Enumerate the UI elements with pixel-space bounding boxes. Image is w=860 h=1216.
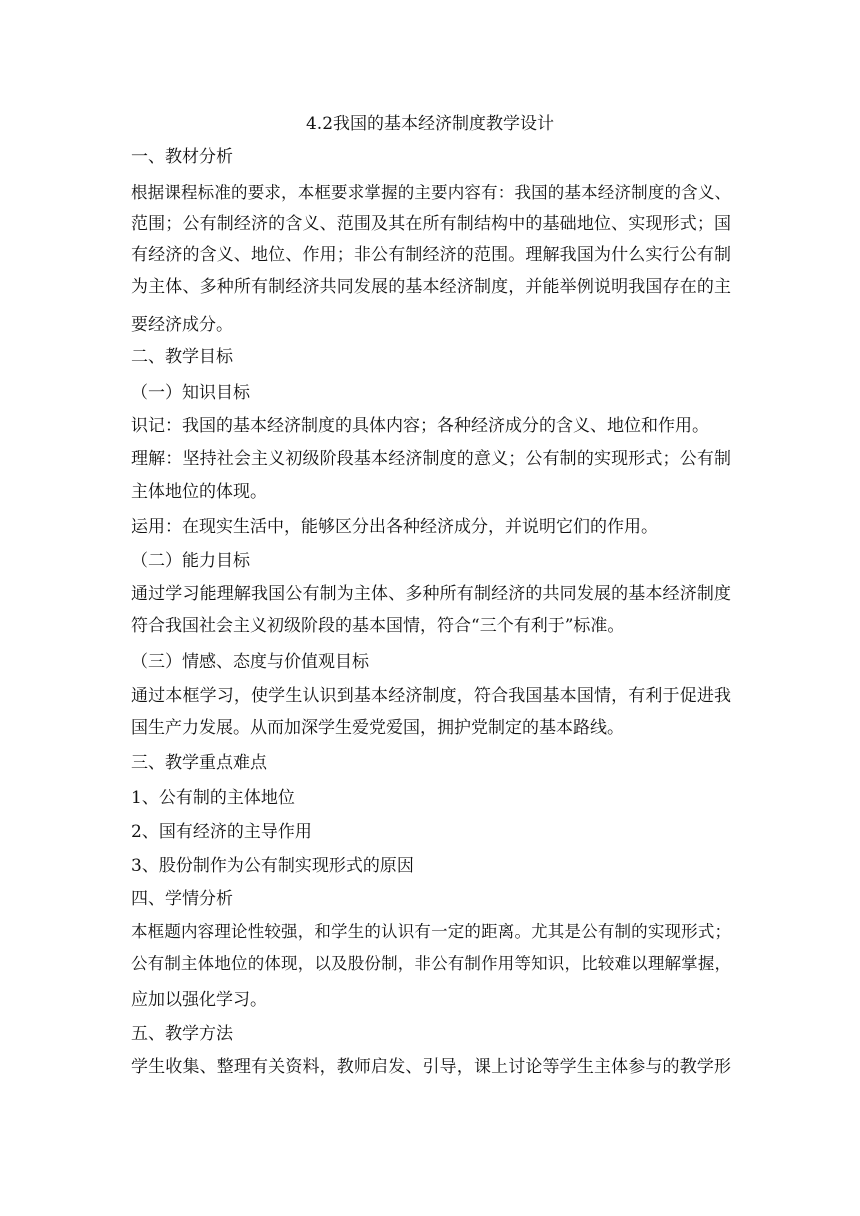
list-item: 2、国有经济的主导作用 (131, 822, 312, 842)
paragraph-line: 范围；公有制经济的含义、范围及其在所有制结构中的基础地位、实现形式；国 (131, 214, 731, 234)
paragraph-line: 公有制主体地位的体现，以及股份制，非公有制作用等知识，比较难以理解掌握， (131, 954, 731, 973)
paragraph-line: 运用：在现实生活中，能够区分出各种经济成分，并说明它们的作用。 (131, 517, 658, 537)
paragraph-line: 本框题内容理论性较强，和学生的认识有一定的距离。尤其是公有制的实现形式； (131, 922, 731, 941)
subsection-heading: （三）情感、态度与价值观目标 (131, 652, 369, 672)
paragraph-line: 有经济的含义、地位、作用；非公有制经济的范围。理解我国为什么实行公有制 (131, 245, 731, 265)
list-item: 3、股份制作为公有制实现形式的原因 (131, 856, 414, 876)
paragraph-line: 识记：我国的基本经济制度的具体内容；各种经济成分的含义、地位和作用。 (131, 416, 709, 436)
section-heading: 四、学情分析 (131, 889, 233, 909)
paragraph-line: 应加以强化学习。 (131, 990, 267, 1010)
paragraph-line: 要经济成分。 (131, 315, 233, 335)
section-heading: 五、教学方法 (131, 1024, 233, 1044)
list-item: 1、公有制的主体地位 (131, 788, 295, 808)
paragraph-line: 根据课程标准的要求，本框要求掌握的主要内容有：我国的基本经济制度的含义、 (131, 183, 731, 202)
paragraph-line: 通过学习能理解我国公有制为主体、多种所有制经济的共同发展的基本经济制度 (131, 584, 731, 604)
section-heading: 一、教材分析 (131, 147, 233, 167)
subsection-heading: （一）知识目标 (131, 383, 250, 403)
paragraph-line: 主体地位的体现。 (131, 482, 267, 502)
paragraph-line: 为主体、多种所有制经济共同发展的基本经济制度，并能举例说明我国存在的主 (131, 277, 731, 297)
section-heading: 三、教学重点难点 (131, 753, 267, 773)
document-title: 4.2我国的基本经济制度教学设计 (305, 114, 555, 134)
paragraph-line: 通过本框学习，使学生认识到基本经济制度，符合我国基本国情，有利于促进我 (131, 686, 731, 706)
section-heading: 二、教学目标 (131, 347, 233, 367)
paragraph-line: 国生产力发展。从而加深学生爱党爱国，拥护党制定的基本路线。 (131, 718, 624, 738)
subsection-heading: （二）能力目标 (131, 551, 250, 571)
paragraph-line: 符合我国社会主义初级阶段的基本国情，符合“三个有利于”标准。 (131, 616, 625, 636)
paragraph-line: 学生收集、整理有关资料，教师启发、引导，课上讨论等学生主体参与的教学形 (131, 1057, 731, 1077)
paragraph-line: 理解：坚持社会主义初级阶段基本经济制度的意义；公有制的实现形式；公有制 (131, 449, 731, 469)
